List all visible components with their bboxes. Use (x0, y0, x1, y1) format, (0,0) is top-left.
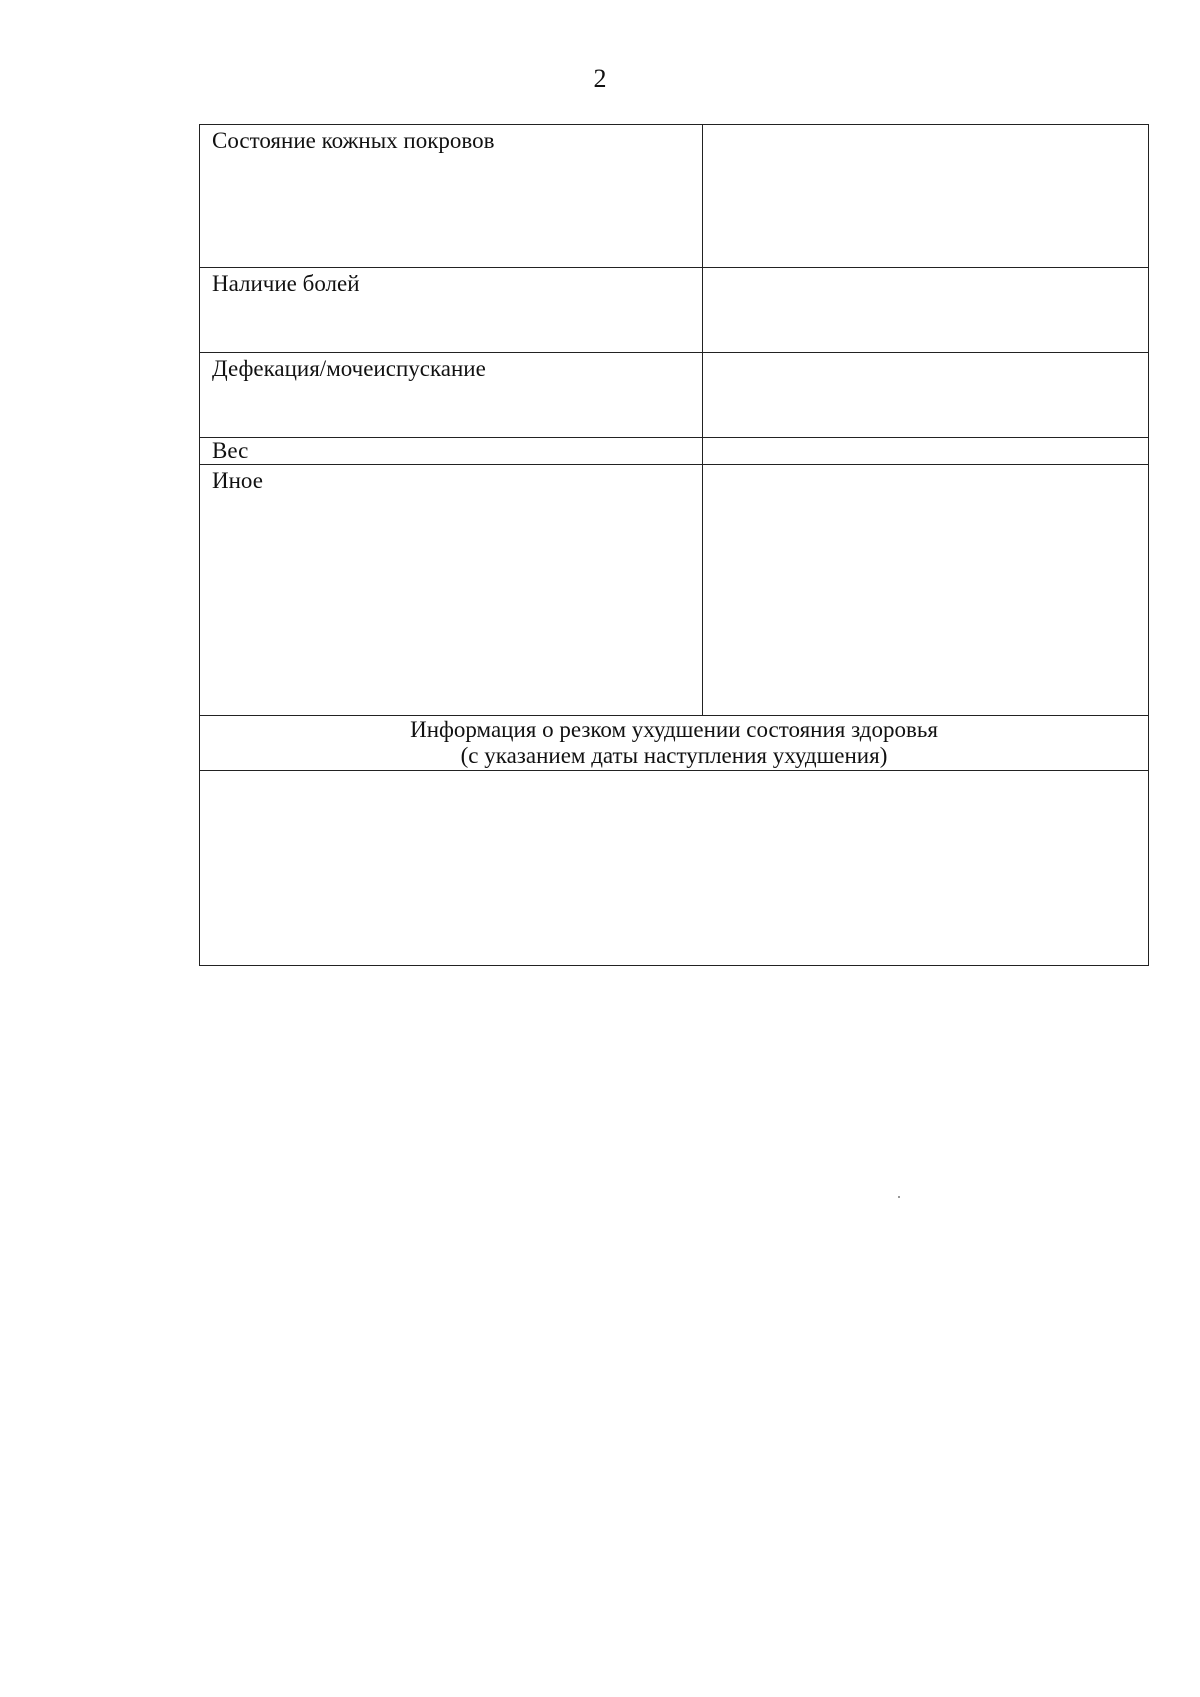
health-deterioration-details[interactable] (200, 771, 1149, 966)
table-row (200, 771, 1149, 966)
health-deterioration-header (200, 716, 1149, 771)
table-row (200, 268, 1149, 353)
skin-condition-label: Состояние кожных покровов (200, 125, 703, 268)
other-label: Иное (200, 465, 703, 716)
section-title-line-2: (с указанием даты наступления ухудшения) (460, 743, 888, 768)
table-row (200, 716, 1149, 771)
other-value[interactable] (703, 465, 1149, 716)
scan-speck (898, 1196, 900, 1198)
pain-presence-label: Наличие болей (200, 268, 703, 353)
table-row (200, 353, 1149, 438)
table-row (200, 125, 1149, 268)
table-row (200, 465, 1149, 716)
pain-presence-value[interactable] (703, 268, 1149, 353)
skin-condition-value[interactable] (703, 125, 1149, 268)
defecation-urination-label: Дефекация/мочеиспускание (200, 353, 703, 438)
page-number: 2 (593, 64, 607, 93)
defecation-urination-value[interactable] (703, 353, 1149, 438)
weight-value[interactable] (703, 438, 1149, 465)
health-status-form-table (199, 124, 1149, 966)
section-title-line-1: Информация о резком ухудшении состояния здоровья (410, 717, 938, 742)
weight-label: Вес (200, 438, 703, 465)
table-row (200, 438, 1149, 465)
